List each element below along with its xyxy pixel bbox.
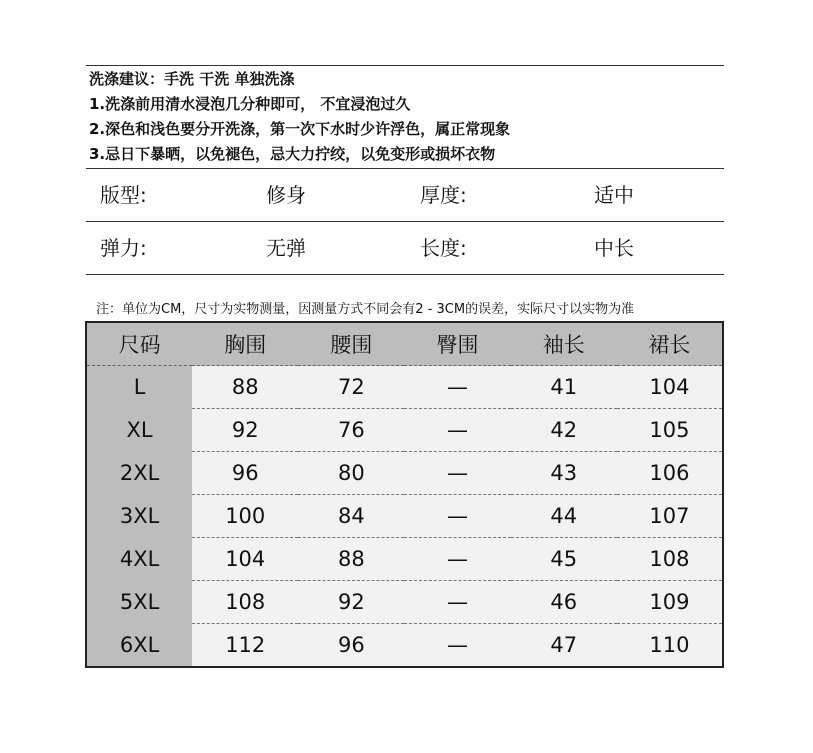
waist-cell: 76	[298, 409, 404, 452]
property-row-fit	[86, 169, 724, 222]
waist-cell: 84	[298, 495, 404, 538]
bust-cell: 88	[192, 366, 298, 409]
table-row	[86, 409, 723, 452]
waist-cell: 96	[298, 624, 404, 668]
table-row	[86, 624, 723, 668]
bust-cell: 100	[192, 495, 298, 538]
table-row	[86, 581, 723, 624]
stretch-value: 无弹	[266, 236, 306, 260]
care-instructions	[86, 65, 724, 167]
hip-cell: —	[404, 624, 510, 668]
header-bust: 胸围	[192, 322, 298, 366]
thickness-label: 厚度:	[420, 183, 467, 207]
bust-cell: 108	[192, 581, 298, 624]
size-table-header	[86, 322, 723, 366]
care-line-3: 3.忌日下暴晒，以免褪色，忌大力拧绞，以免变形或损坏衣物	[89, 145, 496, 163]
sleeve-cell: 47	[511, 624, 617, 668]
header-waist: 腰围	[298, 322, 404, 366]
product-properties	[86, 168, 724, 275]
waist-cell: 88	[298, 538, 404, 581]
sleeve-cell: 43	[511, 452, 617, 495]
care-line-1: 1.洗涤前用清水浸泡几分种即可， 不宜浸泡过久	[89, 95, 411, 113]
length-value: 中长	[594, 236, 634, 260]
header-hip: 臀围	[404, 322, 510, 366]
skirt-length-cell: 106	[617, 452, 723, 495]
table-row	[86, 495, 723, 538]
hip-cell: —	[404, 452, 510, 495]
bust-cell: 96	[192, 452, 298, 495]
size-cell: L	[86, 366, 192, 409]
care-line-2: 2.深色和浅色要分开洗涤，第一次下水时少许浮色，属正常现象	[89, 120, 511, 138]
size-table	[85, 321, 724, 668]
stretch-label: 弹力:	[100, 236, 147, 260]
waist-cell: 72	[298, 366, 404, 409]
fit-label: 版型:	[100, 183, 147, 207]
sleeve-cell: 45	[511, 538, 617, 581]
table-row	[86, 452, 723, 495]
table-row	[86, 366, 723, 409]
header-size: 尺码	[86, 322, 192, 366]
waist-cell: 92	[298, 581, 404, 624]
header-sleeve: 袖长	[511, 322, 617, 366]
skirt-length-cell: 104	[617, 366, 723, 409]
header-skirt-length: 裙长	[617, 322, 723, 366]
skirt-length-cell: 108	[617, 538, 723, 581]
hip-cell: —	[404, 495, 510, 538]
size-cell: 2XL	[86, 452, 192, 495]
size-cell: 6XL	[86, 624, 192, 668]
waist-cell: 80	[298, 452, 404, 495]
skirt-length-cell: 109	[617, 581, 723, 624]
skirt-length-cell: 110	[617, 624, 723, 668]
sleeve-cell: 41	[511, 366, 617, 409]
thickness-value: 适中	[594, 183, 634, 207]
hip-cell: —	[404, 409, 510, 452]
care-title: 洗涤建议：手洗 干洗 单独洗涤	[89, 70, 295, 88]
hip-cell: —	[404, 366, 510, 409]
skirt-length-cell: 107	[617, 495, 723, 538]
size-cell: 4XL	[86, 538, 192, 581]
hip-cell: —	[404, 581, 510, 624]
property-row-stretch	[86, 222, 724, 275]
size-cell: XL	[86, 409, 192, 452]
sleeve-cell: 42	[511, 409, 617, 452]
bust-cell: 104	[192, 538, 298, 581]
length-label: 长度:	[420, 236, 467, 260]
sleeve-cell: 44	[511, 495, 617, 538]
measurement-note: 注：单位为CM，尺寸为实物测量，因测量方式不同会有2 - 3CM的误差，实际尺寸以实物为准	[96, 302, 635, 317]
skirt-length-cell: 105	[617, 409, 723, 452]
hip-cell: —	[404, 538, 510, 581]
size-cell: 3XL	[86, 495, 192, 538]
size-cell: 5XL	[86, 581, 192, 624]
fit-value: 修身	[266, 183, 306, 207]
sleeve-cell: 46	[511, 581, 617, 624]
bust-cell: 112	[192, 624, 298, 668]
bust-cell: 92	[192, 409, 298, 452]
table-row	[86, 538, 723, 581]
